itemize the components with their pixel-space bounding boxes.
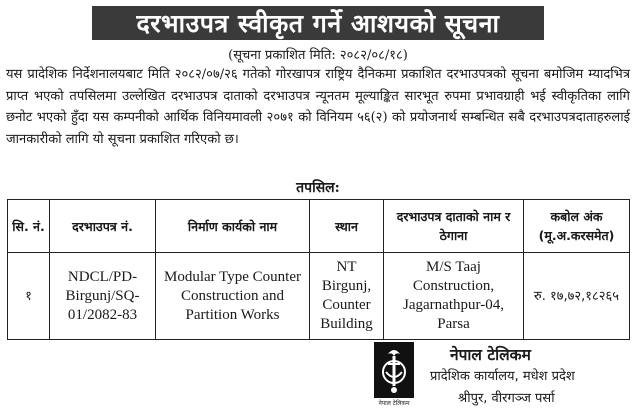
header-serial: सि. नं. [8,200,50,253]
cell-location: NT Birgunj, Counter Building [310,253,384,340]
header-work-name: निर्माण कार्यको नाम [156,200,310,253]
header-bid-amount: कबोल अंक (मू.अ.करसमेत) [524,200,630,253]
cell-serial: १ [8,253,50,340]
organization-address: श्रीपुर, वीरगञ्ज पर्सा [458,391,555,406]
nepal-telecom-logo [372,342,416,410]
published-date: (सूचना प्रकाशित मिति: २०८२/०८/१८) [228,48,408,63]
notice-title-banner [92,6,544,40]
table-header-row [8,200,630,253]
header-location: स्थान [310,200,384,253]
logo-caption: नेपाल टेलिकम [378,400,410,407]
organization-signature-block [430,344,630,410]
cell-work-name: Modular Type Counter Construction and Partition Works [156,253,310,340]
cell-bid-number: NDCL/PD-Birgunj/SQ-01/2082-83 [50,253,156,340]
organization-office: प्रादेशिक कार्यालय, मधेश प्रदेश [430,369,575,384]
table-caption: तपसिल: [296,180,340,196]
bid-table [7,199,630,340]
header-bidder: दरभाउपत्र दाताको नाम र ठेगाना [384,200,524,253]
organization-name: नेपाल टेलिकम [450,346,531,364]
nepal-telecom-logo-icon [374,342,414,398]
notice-body: यस प्रादेशिक निर्देशनालयबाट मिति २०८२/०७/२६ गतेको गोरखापत्र राष्ट्रिय दैनिकमा प्रकाशित दरभाउपत्रको सूचना बमोजिम म्यादभित्र प्राप्त भएको तपसिलमा उल्लेखित दरभाउपत्र दाताको दरभाउपत्र न्यूनतम मूल्याङ्कित सारभूत रुपमा प्रभावग्राही भई स्वीकृतिका लागि छनोट भएको हुँदा यस कम्पनीको आर्थिक विनियमावली २०७१ को विनियम ५६(२) को प्रयोजनार्थ सम्बन्धित सबै दरभाउपत्रदाताहरुलाई जानकारीको लागि यो सूचना प्रकाशित गरिएको छ। [6,67,630,147]
cell-bid-amount: रु. १७,७२,१८२६५ [524,253,630,340]
cell-bidder: M/S Taaj Construction, Jagarnathpur-04, Parsa [384,253,524,340]
header-bid-number: दरभाउपत्र नं. [50,200,156,253]
notice-title: दरभाउपत्र स्वीकृत गर्ने आशयको सूचना [136,9,500,38]
table-row [8,253,630,340]
